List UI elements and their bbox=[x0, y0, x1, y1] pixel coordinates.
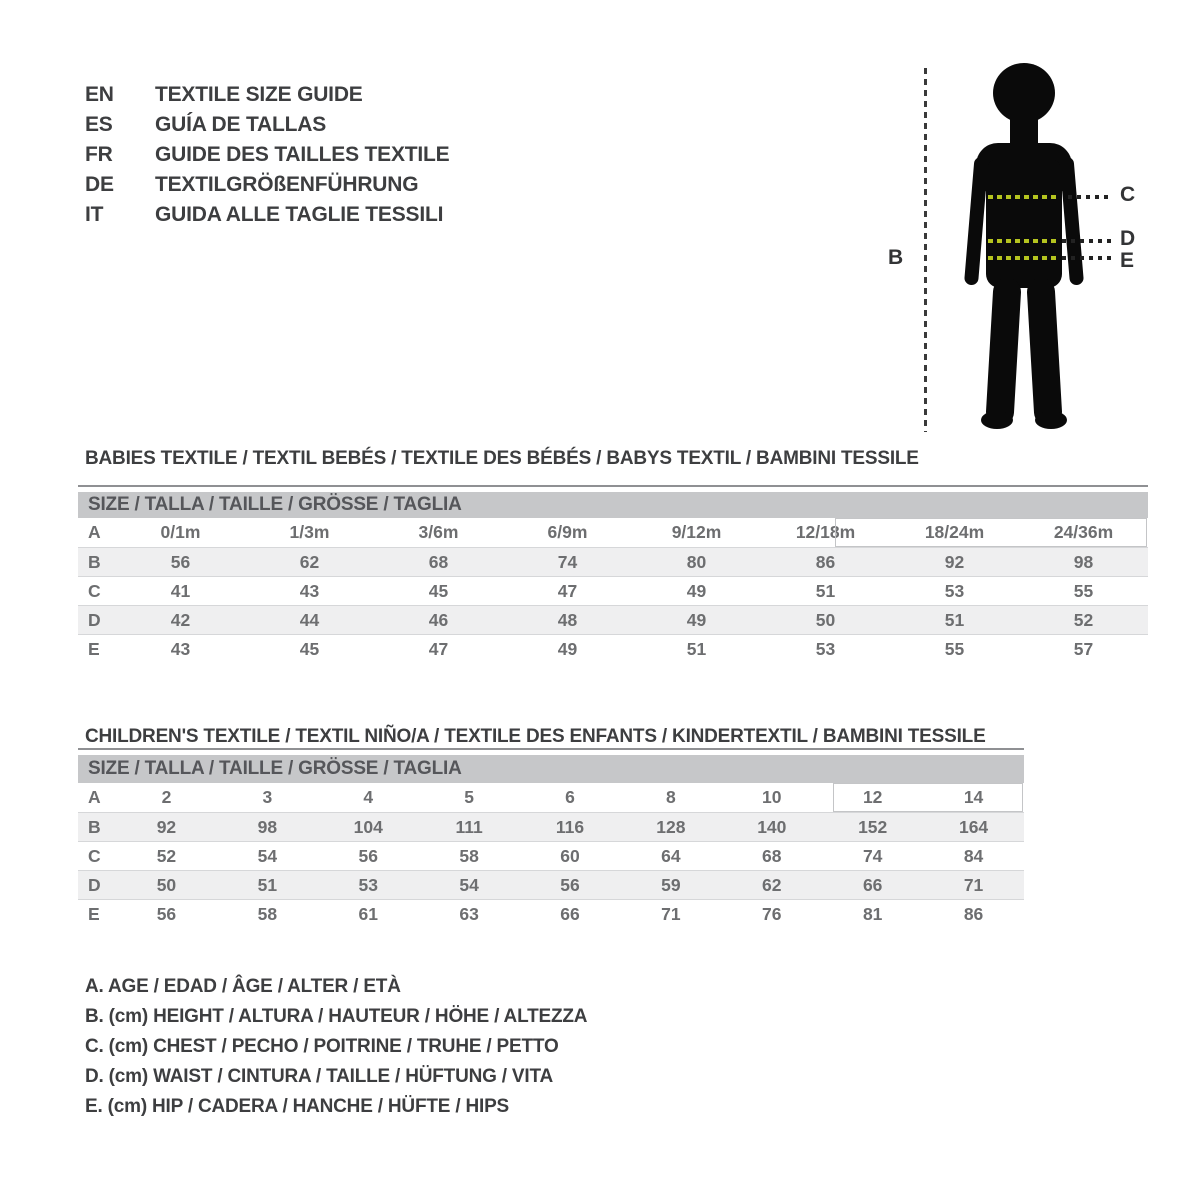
row-label-cell: C bbox=[88, 580, 101, 601]
measurement-legend bbox=[85, 972, 587, 1122]
value-cell: 12 bbox=[862, 787, 883, 807]
babies-size-table bbox=[78, 485, 1148, 663]
hip-measure-line bbox=[988, 256, 1060, 260]
value-cell: 42 bbox=[170, 609, 191, 630]
language-item bbox=[85, 80, 449, 110]
table-row bbox=[78, 812, 1024, 841]
legend-line: B. (cm) HEIGHT / ALTURA / HAUTEUR / HÖHE / ALTEZZA bbox=[85, 1006, 588, 1027]
value-cell: 51 bbox=[257, 874, 278, 895]
value-cell: 164 bbox=[958, 816, 989, 837]
value-cell: 68 bbox=[428, 551, 449, 572]
value-cell: 61 bbox=[358, 903, 378, 924]
value-cell: 10 bbox=[762, 787, 782, 807]
value-cell: 53 bbox=[944, 580, 965, 601]
row-label-cell: A bbox=[88, 522, 101, 542]
value-cell: 81 bbox=[862, 903, 883, 924]
value-cell: 52 bbox=[156, 845, 177, 866]
value-cell: 59 bbox=[661, 874, 681, 895]
language-label: GUIDE DES TAILLES TEXTILE bbox=[155, 143, 450, 166]
language-code: IT bbox=[85, 203, 104, 226]
value-cell: 84 bbox=[963, 845, 984, 866]
value-cell: 51 bbox=[815, 580, 836, 601]
value-cell: 140 bbox=[757, 816, 787, 837]
value-cell: 50 bbox=[815, 609, 836, 630]
value-cell: 47 bbox=[428, 638, 449, 659]
value-cell: 62 bbox=[299, 551, 320, 572]
value-cell: 56 bbox=[170, 551, 191, 572]
value-cell: 50 bbox=[156, 874, 177, 895]
value-cell: 80 bbox=[686, 551, 707, 572]
value-cell: 9/12m bbox=[671, 522, 722, 542]
chest-measure-line bbox=[988, 195, 1060, 199]
language-code: ES bbox=[85, 113, 113, 136]
value-cell: 51 bbox=[944, 609, 965, 630]
waist-measure-line bbox=[988, 239, 1060, 243]
value-cell: 92 bbox=[156, 816, 177, 837]
value-cell: 66 bbox=[560, 903, 580, 924]
waist-leader-line bbox=[1062, 239, 1112, 243]
value-cell: 24/36m bbox=[1053, 522, 1114, 542]
table-row bbox=[78, 576, 1148, 605]
value-cell: 49 bbox=[686, 609, 707, 630]
legend-line: E. (cm) HIP / CADERA / HANCHE / HÜFTE / HIPS bbox=[85, 1096, 510, 1117]
value-cell: 3/6m bbox=[418, 522, 459, 542]
chest-label: C bbox=[1120, 183, 1136, 206]
value-cell: 74 bbox=[557, 551, 578, 572]
value-cell: 86 bbox=[963, 903, 984, 924]
language-label: GUÍA DE TALLAS bbox=[155, 113, 327, 136]
row-label-cell: E bbox=[88, 638, 100, 659]
child-silhouette bbox=[940, 50, 1140, 450]
value-cell: 1/3m bbox=[289, 522, 330, 542]
value-cell: 5 bbox=[464, 787, 474, 807]
value-cell: 57 bbox=[1073, 638, 1094, 659]
row-label-cell: D bbox=[88, 874, 101, 895]
value-cell: 14 bbox=[963, 787, 984, 807]
value-cell: 68 bbox=[762, 845, 782, 866]
value-cell: 46 bbox=[428, 609, 449, 630]
language-label: GUIDA ALLE TAGLIE TESSILI bbox=[155, 203, 444, 226]
value-cell: 64 bbox=[661, 845, 681, 866]
table-top-rule bbox=[78, 485, 1148, 487]
language-label: TEXTILE SIZE GUIDE bbox=[155, 83, 363, 106]
babies-table-header: SIZE / TALLA / TAILLE / GRÖSSE / TAGLIA bbox=[78, 492, 1148, 518]
value-cell: 128 bbox=[656, 816, 686, 837]
value-cell: 56 bbox=[560, 874, 580, 895]
table-row bbox=[78, 634, 1148, 663]
children-size-table bbox=[78, 748, 1024, 928]
table-row bbox=[78, 899, 1024, 928]
table-row bbox=[78, 841, 1024, 870]
table-top-rule bbox=[78, 748, 1024, 750]
hip-label: E bbox=[1120, 249, 1135, 272]
value-cell: 58 bbox=[459, 845, 479, 866]
children-table-header: SIZE / TALLA / TAILLE / GRÖSSE / TAGLIA bbox=[78, 755, 1024, 783]
value-cell: 54 bbox=[459, 874, 479, 895]
value-cell: 56 bbox=[358, 845, 378, 866]
legend-line: D. (cm) WAIST / CINTURA / TAILLE / HÜFTUNG / VITA bbox=[85, 1066, 553, 1087]
language-code: FR bbox=[85, 143, 113, 166]
value-cell: 62 bbox=[762, 874, 782, 895]
value-cell: 44 bbox=[299, 609, 320, 630]
value-cell: 55 bbox=[944, 638, 965, 659]
value-cell: 12/18m bbox=[795, 522, 856, 542]
value-cell: 49 bbox=[686, 580, 707, 601]
value-cell: 71 bbox=[661, 903, 681, 924]
language-item bbox=[85, 110, 449, 140]
value-cell: 53 bbox=[815, 638, 836, 659]
value-cell: 76 bbox=[762, 903, 782, 924]
value-cell: 47 bbox=[557, 580, 578, 601]
value-cell: 51 bbox=[686, 638, 707, 659]
language-item bbox=[85, 200, 449, 230]
value-cell: 55 bbox=[1073, 580, 1094, 601]
value-cell: 86 bbox=[815, 551, 836, 572]
row-label-cell: C bbox=[88, 845, 101, 866]
row-label-cell: B bbox=[88, 551, 101, 572]
row-label-cell: E bbox=[88, 903, 100, 924]
height-measure-line bbox=[924, 68, 927, 432]
value-cell: 53 bbox=[358, 874, 378, 895]
value-cell: 4 bbox=[363, 787, 374, 807]
row-label-cell: D bbox=[88, 609, 101, 630]
value-cell: 41 bbox=[170, 580, 191, 601]
value-cell: 6/9m bbox=[547, 522, 588, 542]
value-cell: 56 bbox=[156, 903, 177, 924]
value-cell: 2 bbox=[161, 787, 172, 807]
value-cell: 63 bbox=[459, 903, 479, 924]
value-cell: 45 bbox=[428, 580, 449, 601]
table-row bbox=[78, 870, 1024, 899]
language-item bbox=[85, 170, 449, 200]
row-label-cell: A bbox=[88, 787, 101, 807]
value-cell: 66 bbox=[862, 874, 883, 895]
selected-size-box bbox=[835, 518, 1147, 547]
value-cell: 52 bbox=[1073, 609, 1094, 630]
value-cell: 98 bbox=[1073, 551, 1094, 572]
language-label: TEXTILGRÖßENFÜHRUNG bbox=[155, 173, 419, 196]
chest-leader-line bbox=[1068, 195, 1112, 199]
value-cell: 48 bbox=[557, 609, 578, 630]
value-cell: 116 bbox=[555, 816, 585, 837]
value-cell: 58 bbox=[257, 903, 278, 924]
language-item bbox=[85, 140, 449, 170]
value-cell: 43 bbox=[299, 580, 320, 601]
table-row bbox=[78, 547, 1148, 576]
value-cell: 3 bbox=[262, 787, 273, 807]
value-cell: 18/24m bbox=[924, 522, 985, 542]
babies-section-title: BABIES TEXTILE / TEXTIL BEBÉS / TEXTILE DES BÉBÉS / BABYS TEXTIL / BAMBINI TESSILE bbox=[85, 448, 919, 469]
waist-label: D bbox=[1120, 227, 1136, 250]
value-cell: 111 bbox=[455, 816, 483, 837]
value-cell: 8 bbox=[666, 787, 676, 807]
value-cell: 49 bbox=[557, 638, 578, 659]
value-cell: 6 bbox=[565, 787, 575, 807]
value-cell: 45 bbox=[299, 638, 320, 659]
value-cell: 43 bbox=[170, 638, 191, 659]
table-row bbox=[78, 605, 1148, 634]
height-label: B bbox=[888, 246, 904, 269]
language-list bbox=[85, 80, 449, 230]
legend-line: C. (cm) CHEST / PECHO / POITRINE / TRUHE / PETTO bbox=[85, 1036, 559, 1057]
legend-line: A. AGE / EDAD / ÂGE / ALTER / ETÀ bbox=[85, 976, 401, 997]
row-label-cell: B bbox=[88, 816, 101, 837]
value-cell: 98 bbox=[257, 816, 278, 837]
selected-size-box bbox=[833, 783, 1023, 812]
value-cell: 74 bbox=[862, 845, 883, 866]
hip-leader-line bbox=[1062, 256, 1112, 260]
language-code: DE bbox=[85, 173, 114, 196]
value-cell: 92 bbox=[944, 551, 965, 572]
value-cell: 0/1m bbox=[160, 522, 201, 542]
children-section-title: CHILDREN'S TEXTILE / TEXTIL NIÑO/A / TEXTILE DES ENFANTS / KINDERTEXTIL / BAMBINI TESSILE bbox=[85, 726, 986, 747]
language-code: EN bbox=[85, 83, 114, 106]
value-cell: 152 bbox=[858, 816, 888, 837]
value-cell: 104 bbox=[353, 816, 383, 837]
value-cell: 54 bbox=[257, 845, 278, 866]
value-cell: 60 bbox=[560, 845, 580, 866]
value-cell: 71 bbox=[963, 874, 984, 895]
